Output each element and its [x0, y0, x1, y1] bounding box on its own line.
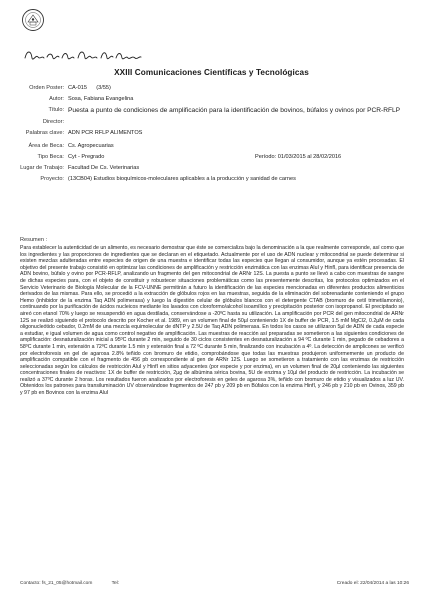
periodo-label: Período:	[255, 153, 277, 160]
footer-creado: Creado el: 22/04/2014 a las 10:26	[336, 581, 409, 586]
footer-contacto: Contacto: fs_21_05@hotmail.com	[20, 581, 93, 586]
titulo-label: Título:	[48, 107, 64, 113]
metadata-block	[0, 85, 423, 183]
orden-poster-row	[0, 85, 423, 92]
tipo-beca-label: Tipo Beca:	[37, 153, 64, 160]
university-seal-icon	[21, 8, 45, 32]
palabras-clave-label: Palabras clave:	[25, 129, 64, 136]
university-logo	[21, 8, 141, 63]
titulo-row	[0, 107, 423, 115]
tipo-beca-value: Cyt - Pregrado	[68, 153, 105, 160]
area-beca-value: Cs. Agropecuarias	[68, 142, 114, 149]
autor-value: Sosa, Fabiana Evangelina	[68, 96, 134, 102]
director-value	[68, 119, 423, 126]
footer-tel: Tel:	[111, 581, 120, 586]
palabras-clave-row	[0, 130, 423, 137]
abstract-label: Resumen :	[20, 237, 48, 243]
abstract-text: Para establecer la autenticidad de un alimento, es necesario demostrar que éste se comercializa bajo la denominación a la que realmente corresponde, así como que los ingredientes y las proporciones de ingredientes que se declaran en el etiquetado. Actualmente por el uso de ADN nuclear y mitocondrial se puede determinar si existen mezclas adulteradas entre especies de origen de una muestra e identificar todas las especies que llegan al consumidor, aunque ya estén procesadas. El objetivo del presente trabajo consistió en optimizar las condiciones de amplificación y restricción enzimática con las enzimas AluI y HinfI, para identificar presencia de ADN bovino, búfalo y ovino por PCR-RFLP, analizando un fragmento del gen mitocondrial de ARNr 12S. La puesta a punto se llevó a cabo con muestras de sangre de dichas especies para, con el objeto de constituir y robustecer situaciones problemáticas como las presentemente descritas, los protocolos optimizados en el Servicio Veterinario de Biología Molecular de la FCV-UNNE permitirán a futuro la identificación de las especies mencionadas en diferentes productos alimenticios derivados de las mismas. Para ello, se procedió a la extracción de glóbulos rojos en las muestras, seguida de la eliminación del sobrenadante conteniendo el grupo Hemo (inhibidor de la enzima Taq ADN polimerasa) y luego la digestión celular de glóbulos blancos con el detergente CTAB (bromuro de cetil trimetilamonio), continuando por la purificación de ácidos nucleicos mediante los lavados con cloroformo/alcohol isoamílico y precipitación posterior con isopropanol. El precipitado se aireó con etanol 70% y luego se resuspendió en agua destilada, conservándose a -20ºC hasta su utilización. La amplificación por PCR del gen mitocondrial de ARNr 12S se realizó siguiendo el protocolo descrito por Kocher et al. 1989, en un volumen final de 50µl conteniendo 1X de buffer de PCR, 1.5 mM MgCl2, 0.2µM de cada oligonucleótido cebador, 0.2mM de una mezcla equimolecular de dNTP y 2.5U de Taq ADN polimerasa. En todos los casos se utilizaron 5µl de ADN de cada especie a estudiar, e igual volumen de agua como control negativo de amplificación. Las muestras de reacción así preparadas se sometieron a las siguientes condiciones de amplificación: desnaturalización inicial a 95ºC durante 2 min, seguido de 30 ciclos consistentes en desnaturalización a 94 ºC durante 1 min, pegado de cebadores a 58ºC durante 1 min, extensión a 72ºC durante 1.5 min y extensión final a 72 ºC durante 5 min, finalizando con incubación a 4º. La detección de amplicones se verificó por electroforesis en gel de agarosa 2.8% teñido con bromuro de etidio, comprobándose que todas las muestras produjeron uniformemente un producto de amplificación compatible con el fragmento de 456 pb correspondiente al gen de ARNr 12S. Luego se sometieron a tratamiento con las enzimas de restricción seleccionadas según los cálculos de restricción AluI y HinfI en sitios adyacentes (por especie y por enzima), en un volumen final de 20µl conteniendo las siguientes concentraciones finales de reactivos: 1X de buffer de restricción, 2µg de albúmina sérica bovina, 5U de enzima y 10µl del producto de restricción. La incubación se realizó a 37ºC durante 2 horas. Los resultados fueron analizados por electroforesis en geles de agarosa 3%, teñido con bromuro de etidio y visualizados a luz UV. Obtenidos los patrones para transiluminación UV observándose fragmentos de 247 pb y 209 pb en Búfalos con la enzima HinfI, y 246 pb y 210 pb en Ovinos, 359 pb y 97 pb en Bovinos con la enzima AluI	[20, 245, 404, 397]
proyecto-label: Proyecto:	[40, 175, 64, 182]
autor-row	[0, 96, 423, 103]
event-title: XXIII Comunicaciones Científicas y Tecnológicas	[114, 68, 309, 77]
university-wordmark-icon	[23, 46, 143, 64]
lugar-trabajo-label: Lugar de Trabajo:	[20, 164, 64, 171]
page-footer	[20, 581, 409, 586]
orden-poster-label: Orden Poster:	[29, 85, 64, 91]
lugar-trabajo-value: Facultad De Cs. Veterinarias	[68, 164, 140, 171]
proyecto-value: (13CB04) Estudios bioquímicos-moleculares aplicables a la producción y sanidad de carnes	[68, 175, 296, 182]
area-beca-row	[0, 143, 423, 150]
palabras-clave-value: ADN PCR RFLP ALIMENTOS	[68, 129, 143, 136]
proyecto-row	[0, 176, 423, 183]
autor-label: Autor:	[49, 96, 64, 102]
titulo-value: Puesta a punto de condiciones de amplificación para la identificación de bovinos, búfalos y ovinos por PCR-RFLP	[68, 107, 401, 114]
orden-poster-code: (3/55)	[96, 85, 111, 91]
director-row	[0, 119, 423, 126]
tipo-beca-row	[0, 154, 423, 161]
director-label: Director:	[42, 118, 64, 125]
periodo-value: 01/03/2015 al 28/02/2016	[277, 153, 342, 160]
area-beca-label: Área de Beca:	[28, 142, 64, 149]
lugar-trabajo-row	[0, 165, 423, 172]
orden-poster-value: CA-015	[68, 85, 87, 91]
